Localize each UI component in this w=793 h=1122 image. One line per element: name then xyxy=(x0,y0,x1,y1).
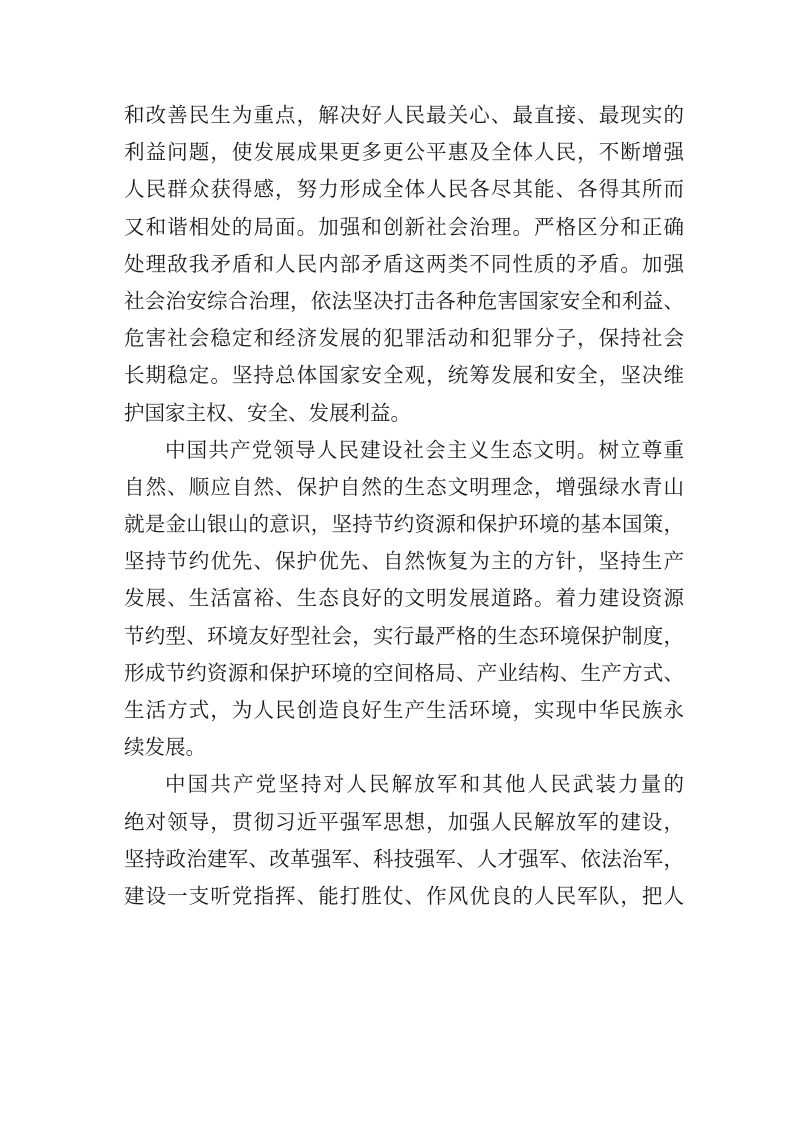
text-line: 人民群众获得感，努力形成全体人民各尽其能、各得其所而 xyxy=(124,177,684,202)
text-line: 危害社会稳定和经济发展的犯罪活动和犯罪分子，保持社会 xyxy=(124,326,684,351)
text-line: 发展、生活富裕、生态良好的文明发展道路。着力建设资源 xyxy=(124,586,684,611)
text-line: 建设一支听党指挥、能打胜仗、作风优良的人民军队，把人 xyxy=(124,883,684,908)
text-line: 长期稳定。坚持总体国家安全观，统筹发展和安全，坚决维 xyxy=(124,363,684,388)
body-text xyxy=(124,97,684,915)
text-line: 生活方式，为人民创造良好生产生活环境，实现中华民族永 xyxy=(124,698,684,722)
text-line: 绝对领导，贯彻习近平强军思想，加强人民解放军的建设， xyxy=(124,809,684,834)
text-line: 和改善民生为重点，解决好人民最关心、最直接、最现实的 xyxy=(124,103,684,127)
text-line: 社会治安综合治理，依法坚决打击各种危害国家安全和利益、 xyxy=(124,288,684,313)
text-line: 续发展。 xyxy=(124,735,206,760)
text-line: 坚持政治建军、改革强军、科技强军、人才强军、依法治军， xyxy=(124,846,684,871)
text-line: 形成节约资源和保护环境的空间格局、产业结构、生产方式、 xyxy=(124,660,684,685)
paragraph-first-line: 中国共产党领导人民建设社会主义生态文明。树立尊重 xyxy=(165,437,684,462)
text-line: 就是金山银山的意识，坚持节约资源和保护环境的基本国策， xyxy=(124,512,684,537)
text-line: 自然、顺应自然、保护自然的生态文明理念，增强绿水青山 xyxy=(124,474,684,499)
text-line: 坚持节约优先、保护优先、自然恢复为主的方针，坚持生产 xyxy=(124,549,684,574)
text-line: 又和谐相处的局面。加强和创新社会治理。严格区分和正确 xyxy=(124,214,684,239)
text-line: 护国家主权、安全、发展利益。 xyxy=(124,400,411,425)
paragraph-first-line: 中国共产党坚持对人民解放军和其他人民武装力量的 xyxy=(165,772,684,797)
text-line: 节约型、环境友好型社会，实行最严格的生态环境保护制度， xyxy=(124,623,684,648)
text-line: 利益问题，使发展成果更多更公平惠及全体人民，不断增强 xyxy=(124,140,684,165)
text-line: 处理敌我矛盾和人民内部矛盾这两类不同性质的矛盾。加强 xyxy=(124,251,684,276)
